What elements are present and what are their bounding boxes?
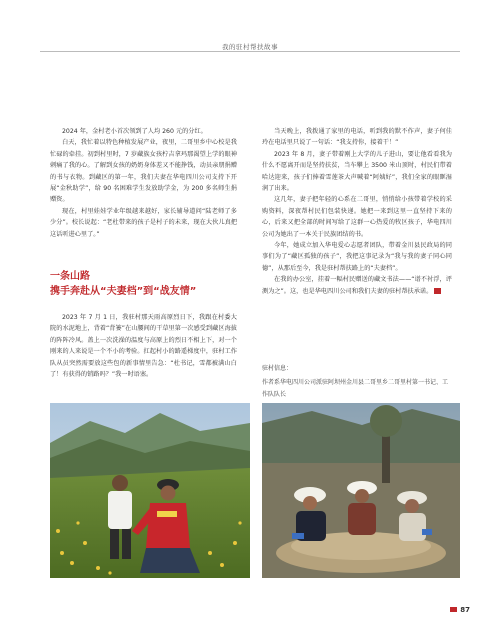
body-paragraph: 今年，她成立加入华电爱心志愿者团队，带着金川县民政局的同事们为了“藏区孤独的孩子”，我把这事记录为“我与我的妻子同心同德”，从那后至今，我是驻村帮扶路上的“夫妻档”。: [262, 242, 452, 272]
author-info: [262, 363, 452, 401]
photo-villagers-working: [262, 403, 460, 578]
photo-mountain-field: [50, 403, 250, 578]
body-paragraph-text: 在我的办公室，挂着一幅村民赠送的藏文书法——“谱不衬浮，评测为之”。这，也是华电四川公司和我们夫妻的驻村帮扶承诺。: [262, 276, 452, 295]
left-column-top: [50, 126, 237, 240]
section-heading: [50, 269, 240, 299]
end-mark-icon: [434, 288, 441, 294]
running-head: 我的驻村帮扶故事: [222, 43, 278, 51]
author-description: 作者系华电四川公司派驻阿坝州金川县二哥里乡二哥里村第一书记、工作队队长: [262, 379, 449, 398]
section-heading-line: 一条山路: [50, 271, 90, 282]
page-marker-icon: [450, 607, 457, 612]
page-number: [450, 606, 470, 614]
right-column: [262, 126, 452, 297]
body-paragraph: 当天晚上，我拨通了家里的电话，听到我的默不作声，妻子何佳玲在电话里只说了一句话：“我支持你，接着干！”: [262, 128, 452, 147]
body-paragraph: 2023 年 8 月，妻子带着刚上大学的儿子进山，要让他看看我为什么不愿离开而是坚持扶贫，当车攀上 3500 米山顶时，村民们带着哈达迎来，孩子们捧着雪莲茶大声喊着“阿姨好”，我们全家的眼眶湿润了出来。: [262, 150, 452, 193]
body-paragraph: 2023 年 7 月 1 日，我驻村那天雨高原烈日下，我跟在村委大院的水泥地上，背着“背篓”在山腰间的干草里第一次感受到藏区海拔的阵阵冷风。盖上一次洗澡的温度与高原上的烈日不相上下，对一个刚来的人来说是一个不小的考验。扛起村小的路遥梯度中，驻村工作队从员突然需要放这些包的新事情里告急：“杜书记，雪都被满山白了！有获得的销路吗？”我一时语塞。: [50, 314, 237, 379]
body-paragraph: 现在，村里娃娃学业年级越来越好，家长辅导道问“陆老师了多少分”。校长说起：“老杜带来的孩子是村子的未来，现在大伙儿真把这话听进心里了。”: [50, 207, 237, 238]
body-paragraph: 白天，我忙着以特色种植发展产业，夜里，二哥里乡中心校是我忙碌的牵挂。初到村里时，7 岁藏族女孩柠吉拿玛那渴望上学的眼神刺痛了我的心。了解到女孩的奶奶身体差又不能挣钱，动员亲朋捐赠的书与衣物。到藏区的第一年，我们夫妻在华电四川公司支持下开展“金秋助学”，给 90 名困难学生发放助学金，为 200 多名师生捐赠资。: [50, 139, 237, 204]
page-number-text: 87: [460, 606, 470, 614]
header-rule: [40, 51, 460, 52]
author-label: 驻村信息：: [262, 365, 293, 372]
body-paragraph: [262, 274, 452, 297]
body-paragraph: 这几年，妻子把年轻的心系在二哥里，悄悄给小孩带着学校的采购资料，深夜帮村民们包装快递。她把一来到这里一直坚持下来的心，后来又把全部的时间写给了这群一心热爱的牧区孩子，华电四川公司为她出了一本关于民族团结的书。: [262, 196, 452, 238]
body-paragraph: 2024 年，金村老小首次领到了人均 260 元的分红。: [62, 128, 207, 135]
section-heading-line: 携手奔赴从“夫妻档”到“战友情”: [50, 286, 197, 297]
left-column-bottom: [50, 312, 237, 380]
